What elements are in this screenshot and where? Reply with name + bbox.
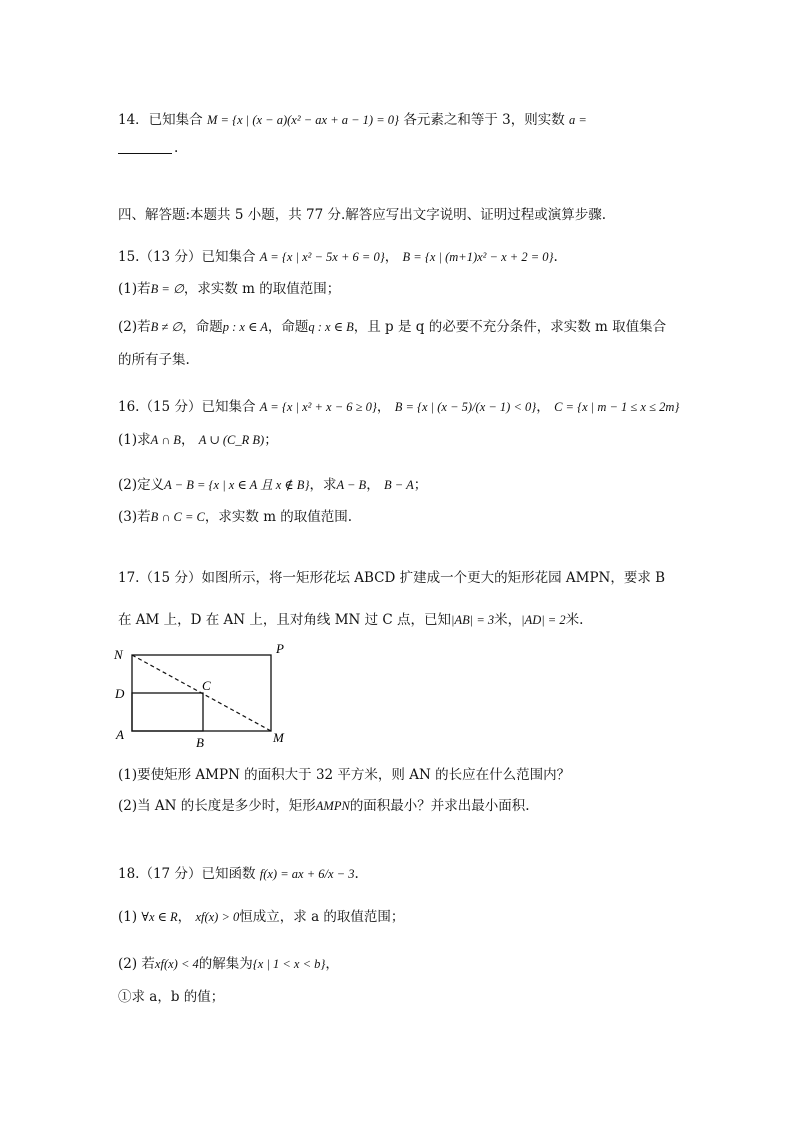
q14-var-a: a = (569, 113, 587, 127)
q17-part1: (1)要使矩形 AMPN 的面积大于 32 平方米，则 AN 的长应在什么范围内？ (118, 767, 571, 783)
q18-func: f(x) = ax + 6/x − 3 (259, 867, 355, 881)
q16-part2: (2)定义A − B = {x | x ∈ A 且 x ∉ B}，求A − B， B − A； (118, 477, 428, 493)
q17-unit1: 米， (494, 612, 522, 628)
q16-set-c: C = {x | m − 1 ≤ x ≤ 2m} (554, 400, 680, 414)
q15-p1-cond: B = ∅ (150, 282, 184, 296)
q18-head: 18.（17 分）已知函数 f(x) = ax + 6/x − 3. (118, 866, 359, 882)
q18-p1-end: 恒成立，求 a 的取值范围； (239, 909, 405, 925)
q18-p1-q: ∀x ∈ R (141, 910, 178, 924)
q18-sub1: ①求 a，b 的值； (118, 989, 225, 1005)
q16-part1: (1)求A ∩ B， A ∪ (C_R B)； (118, 432, 278, 448)
q18-p1-start: (1) (118, 909, 138, 925)
answer-blank (118, 152, 172, 154)
q16-p2-mid: ，求 (309, 477, 337, 493)
q16-p2-end: ； (413, 477, 428, 493)
q17-line1: 17.（15 分）如图所示，将一矩形花坛 ABCD 扩建成一个更大的矩形花园 AMPN，要求 B (118, 570, 666, 586)
q18-p2-mid: 的解集为 (198, 956, 253, 972)
q14-line1 (118, 110, 587, 130)
q16-part3 (118, 507, 352, 527)
q15-set-b: B = {x | (m+1)x² − x + 2 = 0} (402, 250, 554, 264)
q18-p2-end: ， (325, 956, 339, 972)
q16-p2-start: (2)定义 (118, 477, 165, 493)
q15-p2-end: ，且 p 是 q 的必要不充分条件，求实数 m 取值集合 (353, 319, 667, 335)
q17-ad: |AD| = 2 (521, 613, 566, 627)
q16-head: 16.（15 分）已知集合 A = {x | x² + x − 6 ≥ 0}， B = {x | (x − 5)/(x − 1) < 0}， C = {x | m − 1 ≤ x ≤ 2m} (118, 399, 680, 415)
q14-set-m: M = {x | (x − a)(x² − ax + a − 1) = 0} (206, 113, 400, 127)
q18-label: 18.（17 分）已知函数 (118, 866, 256, 882)
q14-label: 14．已知集合 (118, 112, 203, 128)
q17-p2-end: 的面积最小？并求出最小面积. (349, 798, 530, 814)
q16-p2-e1: A − B (336, 478, 367, 492)
q17-ab: |AB| = 3 (451, 613, 495, 627)
label-C: C (202, 678, 211, 693)
q16-p1-end: ； (264, 432, 278, 448)
q17-unit2: 米. (565, 612, 584, 628)
q18-p2-start: (2) 若 (118, 956, 155, 972)
label-P: P (276, 641, 284, 656)
q15-p2-start: (2)若 (118, 319, 151, 335)
q15-p2-p: p : x ∈ A (222, 320, 268, 334)
q14-text: 各元素之和等于 3，则实数 (403, 112, 565, 128)
q18-p2-set: {x | 1 < x < b} (252, 957, 326, 971)
q18-part2 (118, 954, 339, 974)
q16-p2-def: A − B = {x | x ∈ A 且 x ∉ B} (164, 478, 310, 492)
label-B: B (196, 735, 204, 750)
q15-p1-end: ，求实数 m 的取值范围； (183, 281, 341, 297)
q15-p2-mid2: ，命题 (267, 319, 309, 335)
q16-p3-end: ，求实数 m 的取值范围. (204, 509, 353, 525)
q18-p1-ineq: xf(x) > 0 (195, 910, 240, 924)
q16-label: 16.（15 分）已知集合 (118, 399, 256, 415)
q16-p3-start: (3)若 (118, 509, 151, 525)
label-M: M (273, 730, 284, 745)
q16-p2-e2: B − A (383, 478, 414, 492)
q17-p2-start: (2)当 AN 的长度是多少时，矩形 (118, 798, 316, 814)
q16-p1-e2: A ∪ (C_R B) (198, 433, 265, 447)
q14-period: . (174, 140, 179, 156)
q15-part1 (118, 279, 340, 299)
rectangle-figure (110, 640, 300, 752)
q15-head: 15.（13 分）已知集合 A = {x | x² − 5x + 6 = 0}， B = {x | (m+1)x² − x + 2 = 0}. (118, 249, 558, 265)
q16-set-a: A = {x | x² + x − 6 ≥ 0} (259, 400, 377, 414)
q18-part1: (1) ∀x ∈ R， xf(x) > 0恒成立，求 a 的取值范围； (118, 909, 405, 925)
q17-line2 (118, 610, 583, 630)
q17-part2 (118, 796, 530, 816)
section-heading: 四、解答题:本题共 5 小题，共 77 分.解答应写出文字说明、证明过程或演算步骤. (118, 207, 607, 223)
q15-set-a: A = {x | x² − 5x + 6 = 0} (259, 250, 385, 264)
q15-p2-mid1: ，命题 (182, 319, 223, 335)
label-D: D (115, 686, 125, 701)
label-A: A (116, 727, 124, 742)
q18-p2-ineq: xf(x) < 4 (154, 957, 199, 971)
rect-ABCD (132, 693, 203, 731)
q15-p2-q: q : x ∈ B (308, 320, 354, 334)
q15-part2 (118, 317, 666, 337)
label-N: N (114, 647, 123, 662)
q16-set-b: B = {x | (x − 5)/(x − 1) < 0} (394, 400, 537, 414)
q15-p1-start: (1)若 (118, 281, 151, 297)
q17-line2-start: 在 AM 上，D 在 AN 上，且对角线 MN 过 C 点，已知 (118, 612, 452, 628)
q15-p2-cond: B ≠ ∅ (150, 320, 183, 334)
q17-p2-var: AMPN (315, 799, 350, 813)
q15-part2-cont: 的所有子集. (118, 352, 190, 368)
q16-p1-start: (1)求 (118, 432, 151, 448)
q16-p3-cond: B ∩ C = C (150, 510, 205, 524)
q15-label: 15.（13 分）已知集合 (118, 249, 256, 265)
q16-p1-e1: A ∩ B (150, 433, 181, 447)
